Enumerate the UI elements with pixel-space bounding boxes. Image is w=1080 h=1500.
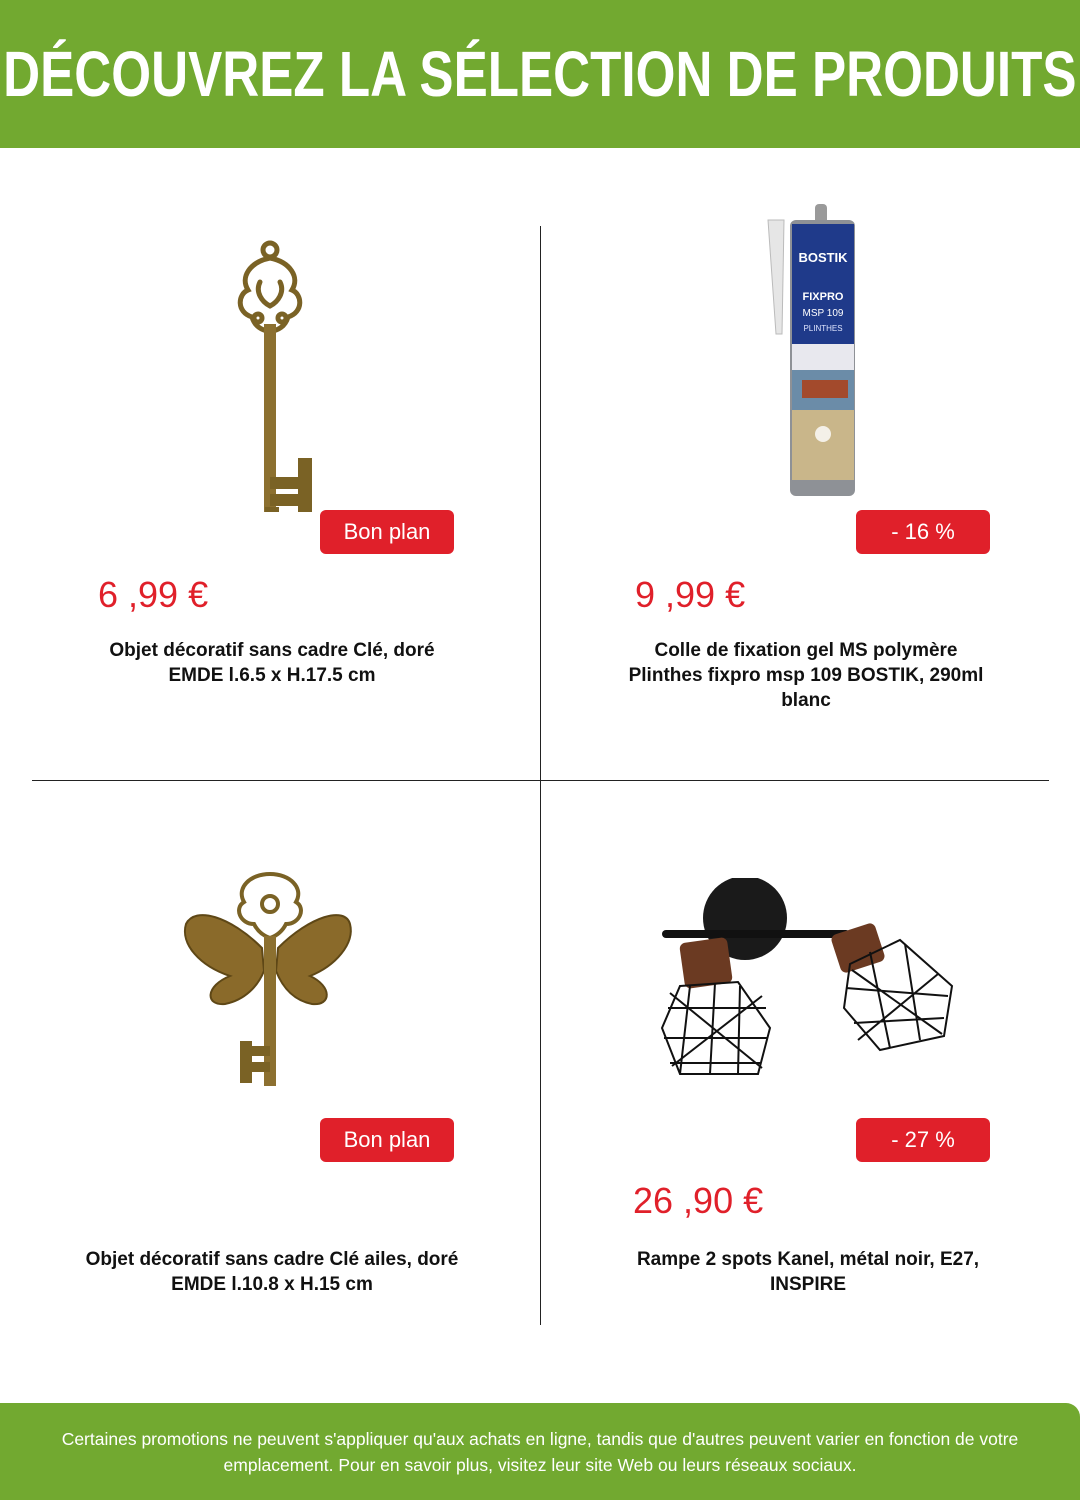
product-image-glue-tube[interactable] <box>540 204 1080 494</box>
product-price: 26 ,90 € <box>633 1180 764 1221</box>
discount-badge: - 16 % <box>856 510 990 554</box>
product-title[interactable]: Objet décoratif sans cadre Clé, doré EMDE l.6.5 x H.17.5 cm <box>109 640 435 686</box>
tube-fixpro-label: FIXPRO <box>802 291 844 303</box>
product-card[interactable] <box>0 778 540 1332</box>
page-header <box>0 0 1080 148</box>
product-title[interactable]: Colle de fixation gel MS polymère Plinthes fixpro msp 109 BOSTIK, 290ml blanc <box>628 640 984 711</box>
disclaimer-text: Certaines promotions ne peuvent s'appliquer qu'aux achats en ligne, tandis que d'autres peuvent varier en fonction de votre emplacement. Pour en savoir plus, visitez leur site Web ou leurs réseaux sociaux. <box>61 1428 1019 1475</box>
deal-badge: Bon plan <box>320 1118 454 1162</box>
product-image-butterfly-key[interactable] <box>0 866 540 1156</box>
tube-plinthes-label: PLINTHES <box>803 324 843 333</box>
product-image-key[interactable] <box>0 222 540 512</box>
product-title[interactable]: Objet décoratif sans cadre Clé ailes, doré EMDE l.10.8 x H.15 cm <box>85 1249 459 1295</box>
page-footer <box>0 1403 1080 1500</box>
product-card[interactable] <box>540 778 1080 1332</box>
page-title: DÉCOUVREZ LA SÉLECTION DE PRODUITS <box>3 38 1077 110</box>
product-price: 6 ,99 € <box>98 574 209 615</box>
discount-badge: - 27 % <box>856 1118 990 1162</box>
product-price: 9 ,99 € <box>635 574 746 615</box>
product-title[interactable]: Rampe 2 spots Kanel, métal noir, E27, INSPIRE <box>636 1249 980 1295</box>
product-card[interactable] <box>0 170 540 724</box>
deal-badge: Bon plan <box>320 510 454 554</box>
product-image-spot-lamp[interactable] <box>540 878 1080 1168</box>
tube-msp-label: MSP 109 <box>802 308 844 319</box>
tube-brand-label: BOSTIK <box>798 250 848 265</box>
product-card[interactable] <box>540 170 1080 724</box>
